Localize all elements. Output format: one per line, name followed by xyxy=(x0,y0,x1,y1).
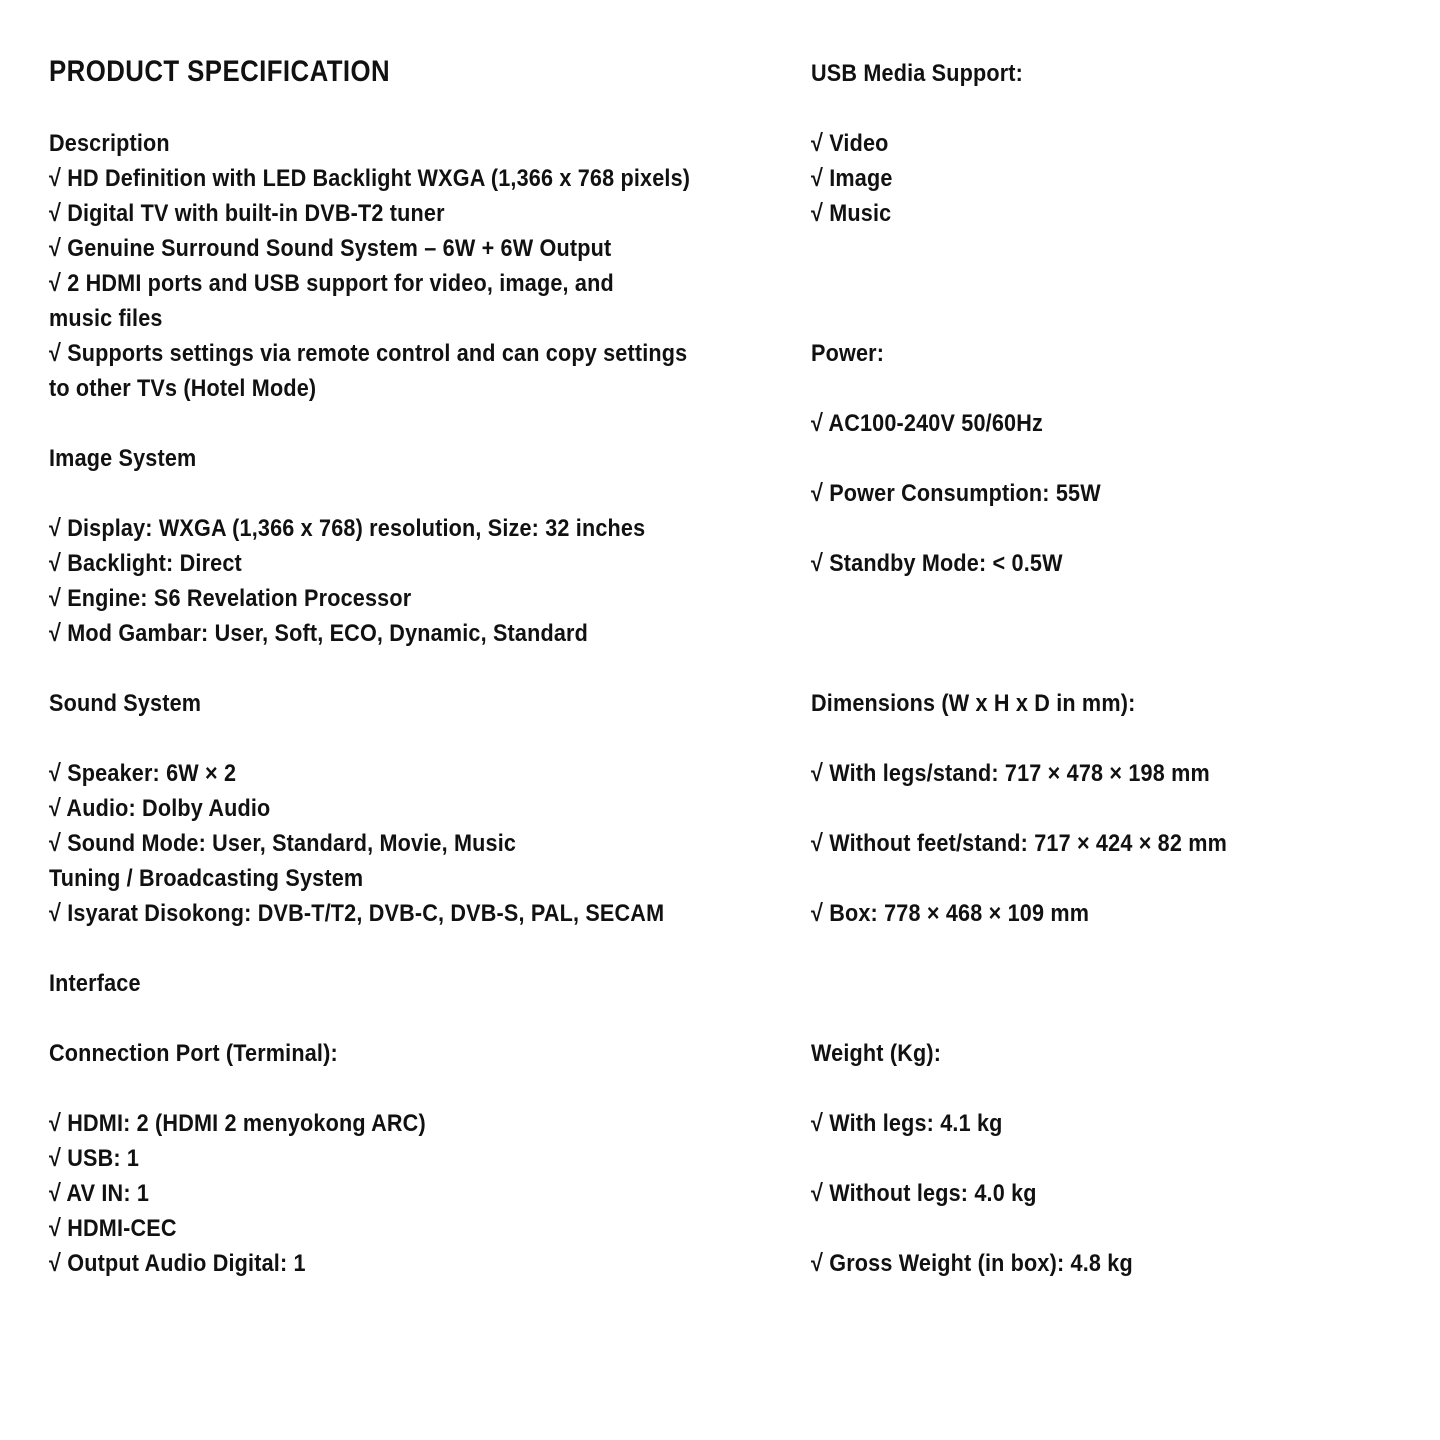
usb-media-heading: USB Media Support: xyxy=(811,60,1024,87)
power-item: √ Standby Mode: < 0.5W xyxy=(811,550,1063,577)
description-item: √ Genuine Surround Sound System – 6W + 6W Output xyxy=(49,235,612,262)
weight-item: √ Gross Weight (in box): 4.8 kg xyxy=(811,1250,1133,1277)
power-item: √ AC100-240V 50/60Hz xyxy=(811,410,1043,437)
image-system-item: √ Display: WXGA (1,366 x 768) resolution, Size: 32 inches xyxy=(49,515,646,542)
image-system-item: √ Engine: S6 Revelation Processor xyxy=(49,585,412,612)
sound-system-item: √ Sound Mode: User, Standard, Movie, Music xyxy=(49,830,517,857)
usb-media-item: √ Music xyxy=(811,200,892,227)
usb-media-item: √ Video xyxy=(811,130,889,157)
interface-heading: Interface xyxy=(49,970,141,997)
description-item: to other TVs (Hotel Mode) xyxy=(49,375,317,402)
image-system-item: √ Backlight: Direct xyxy=(49,550,242,577)
connection-port-item: √ HDMI: 2 (HDMI 2 menyokong ARC) xyxy=(49,1110,426,1137)
connection-port-item: √ AV IN: 1 xyxy=(49,1180,150,1207)
description-item: √ 2 HDMI ports and USB support for video, image, and xyxy=(49,270,614,297)
sound-system-item: √ Speaker: 6W × 2 xyxy=(49,760,237,787)
dimensions-item: √ Without feet/stand: 717 × 424 × 82 mm xyxy=(811,830,1228,857)
connection-port-item: √ Output Audio Digital: 1 xyxy=(49,1250,306,1277)
description-item: √ Digital TV with built-in DVB-T2 tuner xyxy=(49,200,445,227)
sound-system-heading: Sound System xyxy=(49,690,202,717)
connection-port-item: √ HDMI-CEC xyxy=(49,1215,177,1242)
sound-system-item: √ Audio: Dolby Audio xyxy=(49,795,271,822)
tuning-item: √ Isyarat Disokong: DVB-T/T2, DVB-C, DVB-S, PAL, SECAM xyxy=(49,900,665,927)
power-heading: Power: xyxy=(811,340,885,367)
description-heading: Description xyxy=(49,130,170,157)
dimensions-heading: Dimensions (W x H x D in mm): xyxy=(811,690,1136,717)
description-item: √ HD Definition with LED Backlight WXGA (1,366 x 768 pixels) xyxy=(49,165,691,192)
connection-port-item: √ USB: 1 xyxy=(49,1145,140,1172)
weight-item: √ With legs: 4.1 kg xyxy=(811,1110,1003,1137)
description-item: music files xyxy=(49,305,163,332)
dimensions-item: √ Box: 778 × 468 × 109 mm xyxy=(811,900,1090,927)
image-system-heading: Image System xyxy=(49,445,197,472)
usb-media-item: √ Image xyxy=(811,165,893,192)
weight-heading: Weight (Kg): xyxy=(811,1040,942,1067)
power-item: √ Power Consumption: 55W xyxy=(811,480,1101,507)
tuning-heading: Tuning / Broadcasting System xyxy=(49,865,364,892)
dimensions-item: √ With legs/stand: 717 × 478 × 198 mm xyxy=(811,760,1210,787)
page-title: PRODUCT SPECIFICATION xyxy=(49,55,391,88)
connection-port-heading: Connection Port (Terminal): xyxy=(49,1040,338,1067)
weight-item: √ Without legs: 4.0 kg xyxy=(811,1180,1037,1207)
image-system-item: √ Mod Gambar: User, Soft, ECO, Dynamic, Standard xyxy=(49,620,589,647)
description-item: √ Supports settings via remote control and can copy settings xyxy=(49,340,688,367)
